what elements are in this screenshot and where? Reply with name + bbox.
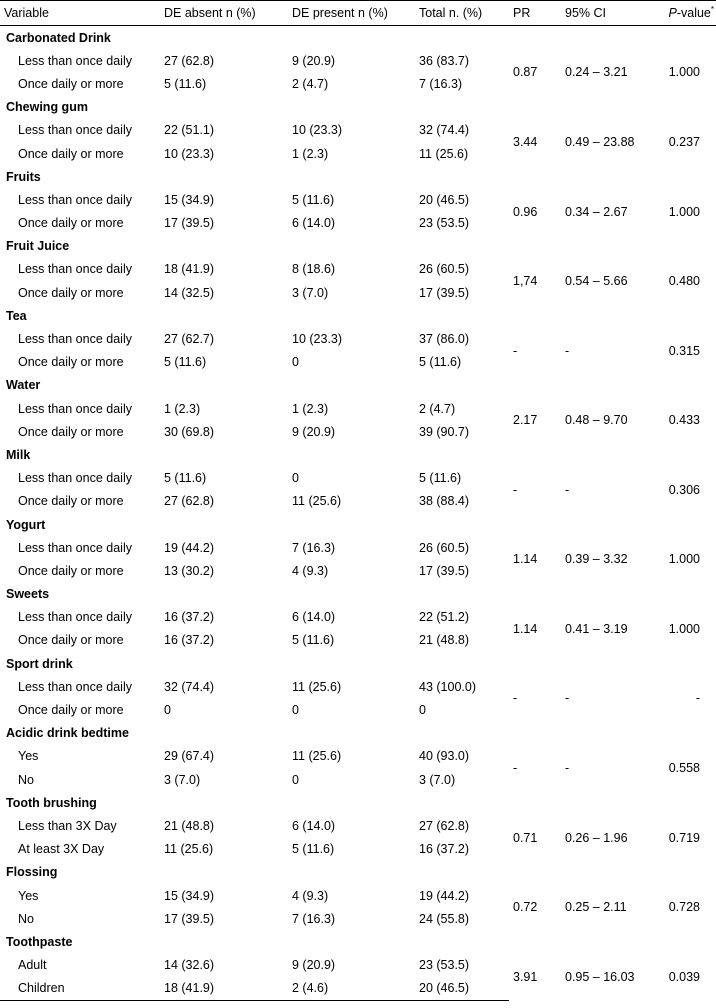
de-absent-cell: 5 (11.6)	[164, 355, 207, 370]
de-absent-cell: 21 (48.8)	[164, 818, 215, 833]
header-p-rest: -value	[676, 6, 711, 21]
de-present-cell: 6 (14.0)	[292, 818, 336, 833]
total-cell: 39 (90.7)	[419, 424, 470, 439]
table-row	[0, 606, 716, 629]
ci-cell: -	[565, 343, 570, 358]
ci-cell: 0.26 – 1.96	[565, 830, 628, 845]
ci-cell: -	[565, 482, 570, 497]
header-ci: 95% CI	[561, 1, 660, 26]
table-row	[0, 188, 716, 211]
table-row	[0, 745, 716, 768]
de-absent-cell: 16 (37.2)	[164, 633, 215, 648]
category-label: Once daily or more	[18, 494, 124, 509]
group-label: Fruit Juice	[6, 239, 70, 254]
ci-cell: 0.49 – 23.88	[565, 134, 635, 149]
p-value-cell: 1.000	[668, 552, 700, 567]
group-row	[0, 165, 716, 188]
header-p-star: *	[710, 5, 714, 15]
p-value-cell: -	[695, 691, 700, 706]
pr-cell: 1,74	[513, 274, 538, 289]
de-present-cell: 11 (25.6)	[292, 679, 342, 694]
category-label: Less than once daily	[18, 262, 132, 277]
category-label: Once daily or more	[18, 424, 124, 439]
pr-cell: 0.96	[513, 204, 538, 219]
de-absent-cell: 18 (41.9)	[164, 262, 215, 277]
de-absent-cell: 29 (67.4)	[164, 749, 215, 764]
de-absent-cell: 15 (34.9)	[164, 192, 215, 207]
de-absent-cell: 16 (37.2)	[164, 610, 215, 625]
category-label: Less than once daily	[18, 610, 132, 625]
category-label: Less than once daily	[18, 192, 132, 207]
de-present-cell: 1 (2.3)	[292, 401, 329, 416]
pr-cell: 1.14	[513, 621, 538, 636]
category-label: Yes	[18, 888, 39, 903]
header-variable: Variable	[0, 1, 160, 26]
pr-cell: 0.87	[513, 65, 538, 80]
ci-cell: -	[565, 761, 570, 775]
group-label: Sport drink	[6, 656, 73, 671]
de-absent-cell: 19 (44.2)	[164, 540, 215, 555]
category-label: Less than once daily	[18, 123, 132, 138]
de-present-cell: 7 (16.3)	[292, 540, 336, 555]
total-cell: 38 (88.4)	[419, 494, 470, 509]
total-cell: 24 (55.8)	[419, 911, 470, 926]
table-row	[0, 119, 716, 142]
de-absent-cell: 17 (39.5)	[164, 216, 215, 231]
p-value-cell: 0.728	[668, 900, 700, 915]
de-present-cell: 0	[292, 471, 299, 486]
de-absent-cell: 32 (74.4)	[164, 679, 215, 694]
group-label: Carbonated Drink	[6, 30, 111, 45]
de-absent-cell: 5 (11.6)	[164, 76, 207, 91]
de-absent-cell: 14 (32.5)	[164, 285, 215, 300]
header-de-present: DE present n (%)	[288, 1, 415, 26]
group-row	[0, 235, 716, 258]
total-cell: 16 (37.2)	[419, 842, 470, 857]
group-label: Tooth brushing	[6, 795, 97, 810]
total-cell: 40 (93.0)	[419, 749, 470, 764]
group-label: Tea	[6, 308, 27, 323]
group-label: Toothpaste	[6, 934, 73, 949]
table-body	[0, 26, 716, 1001]
pr-cell: -	[513, 482, 518, 497]
de-present-cell: 7 (16.3)	[292, 911, 336, 926]
group-label: Water	[6, 378, 41, 393]
p-value-cell: 1.000	[668, 204, 700, 219]
group-label: Flossing	[6, 865, 58, 880]
de-present-cell: 9 (20.9)	[292, 424, 336, 439]
category-label: Less than once daily	[18, 471, 132, 486]
de-absent-cell: 15 (34.9)	[164, 888, 215, 903]
group-row	[0, 304, 716, 327]
p-value-cell: 0.719	[668, 830, 700, 845]
table-row	[0, 258, 716, 281]
category-label: At least 3X Day	[18, 842, 105, 857]
group-label: Milk	[6, 447, 31, 462]
de-present-cell: 5 (11.6)	[292, 192, 335, 207]
de-present-cell: 4 (9.3)	[292, 888, 329, 903]
de-absent-cell: 14 (32.6)	[164, 958, 215, 973]
category-label: Yes	[18, 749, 39, 764]
pr-cell: 0.72	[513, 900, 538, 915]
group-row	[0, 583, 716, 606]
total-cell: 27 (62.8)	[419, 818, 470, 833]
pr-cell: 3.44	[513, 134, 538, 149]
group-row	[0, 374, 716, 397]
total-cell: 23 (53.5)	[419, 958, 470, 973]
de-present-cell: 11 (25.6)	[292, 494, 342, 509]
total-cell: 17 (39.5)	[419, 563, 470, 578]
group-label: Yogurt	[6, 517, 46, 532]
de-absent-cell: 3 (7.0)	[164, 772, 201, 787]
ci-cell: 0.95 – 16.03	[565, 969, 635, 984]
de-present-cell: 3 (7.0)	[292, 285, 329, 300]
category-label: Less than 3X Day	[18, 818, 117, 833]
group-row	[0, 443, 716, 466]
ci-cell: 0.39 – 3.32	[565, 552, 628, 567]
de-present-cell: 0	[292, 772, 299, 787]
de-present-cell: 2 (4.6)	[288, 977, 415, 1001]
ci-cell: 0.25 – 2.11	[565, 900, 627, 915]
total-cell: 23 (53.5)	[419, 216, 470, 231]
category-label: Less than once daily	[18, 332, 132, 347]
table-row	[0, 814, 716, 837]
total-cell: 17 (39.5)	[419, 285, 470, 300]
de-absent-cell: 18 (41.9)	[160, 977, 288, 1001]
category-label: Less than once daily	[18, 53, 132, 68]
group-label: Acidic drink bedtime	[6, 726, 129, 741]
de-absent-cell: 22 (51.1)	[164, 123, 215, 138]
de-absent-cell: 1 (2.3)	[164, 401, 201, 416]
group-row	[0, 96, 716, 119]
category-label: Less than once daily	[18, 540, 132, 555]
group-row	[0, 513, 716, 536]
de-absent-cell: 0	[164, 703, 171, 718]
ci-cell: 0.48 – 9.70	[565, 413, 628, 428]
category-label: Once daily or more	[18, 633, 124, 648]
de-present-cell: 11 (25.6)	[292, 749, 342, 764]
group-row	[0, 791, 716, 814]
category-label: Once daily or more	[18, 703, 124, 718]
de-present-cell: 9 (20.9)	[292, 958, 336, 973]
de-present-cell: 10 (23.3)	[292, 123, 343, 138]
de-present-cell: 5 (11.6)	[292, 633, 335, 648]
header-p-value	[660, 1, 716, 26]
pr-cell: -	[513, 691, 518, 706]
p-value-cell: 1.000	[668, 65, 700, 80]
category-label: No	[18, 911, 34, 926]
header-row	[0, 1, 716, 26]
table-row	[0, 884, 716, 907]
total-cell: 7 (16.3)	[419, 76, 463, 91]
category-label: Once daily or more	[18, 76, 124, 91]
total-cell: 21 (48.8)	[419, 633, 470, 648]
pr-cell: 3.91	[513, 969, 538, 984]
p-value-cell: 0.237	[668, 134, 700, 149]
group-row	[0, 722, 716, 745]
p-value-cell: 0.039	[668, 969, 700, 984]
total-cell: 26 (60.5)	[419, 540, 470, 555]
de-present-cell: 0	[292, 703, 299, 718]
total-cell: 26 (60.5)	[419, 262, 470, 277]
de-absent-cell: 27 (62.8)	[164, 53, 215, 68]
p-value-cell: 0.433	[668, 413, 700, 428]
total-cell: 3 (7.0)	[419, 772, 456, 787]
total-cell: 37 (86.0)	[419, 332, 470, 347]
table-row	[0, 397, 716, 420]
group-label: Chewing gum	[6, 100, 88, 115]
total-cell: 20 (46.5)	[415, 977, 509, 1001]
group-row	[0, 26, 716, 50]
ci-cell: 0.34 – 2.67	[565, 204, 628, 219]
p-value-cell: 1.000	[668, 621, 700, 636]
p-value-cell: 0.480	[668, 274, 700, 289]
category-label: No	[18, 772, 34, 787]
category-label: Once daily or more	[18, 216, 124, 231]
pr-cell: -	[513, 343, 518, 358]
header-p-italic: P	[668, 6, 677, 21]
pr-cell: 1.14	[513, 552, 538, 567]
category-label: Once daily or more	[18, 355, 124, 370]
pr-cell: 2.17	[513, 413, 538, 428]
table-row	[0, 467, 716, 490]
category-label: Children	[0, 977, 160, 1001]
de-present-cell: 1 (2.3)	[292, 146, 329, 161]
de-absent-cell: 5 (11.6)	[164, 471, 207, 486]
total-cell: 36 (83.7)	[419, 53, 470, 68]
pr-cell: -	[513, 761, 518, 775]
group-row	[0, 652, 716, 675]
de-present-cell: 2 (4.7)	[292, 76, 329, 91]
total-cell: 11 (25.6)	[419, 146, 469, 161]
group-row	[0, 930, 716, 953]
p-value-cell: 0.306	[668, 482, 700, 497]
header-total: Total n. (%)	[415, 1, 509, 26]
group-label: Sweets	[6, 587, 50, 602]
group-label: Fruits	[6, 169, 41, 184]
de-present-cell: 6 (14.0)	[292, 610, 336, 625]
table-row	[0, 536, 716, 559]
group-row	[0, 861, 716, 884]
table-header	[0, 1, 716, 26]
de-present-cell: 4 (9.3)	[292, 563, 329, 578]
table-row	[0, 675, 716, 698]
pr-cell: 0.71	[513, 830, 538, 845]
category-label: Once daily or more	[18, 146, 124, 161]
total-cell: 32 (74.4)	[419, 123, 470, 138]
de-present-cell: 5 (11.6)	[292, 842, 335, 857]
total-cell: 19 (44.2)	[419, 888, 470, 903]
de-absent-cell: 11 (25.6)	[164, 842, 214, 857]
de-present-cell: 0	[292, 355, 299, 370]
de-absent-cell: 27 (62.8)	[164, 494, 215, 509]
ci-cell: 0.41 – 3.19	[565, 621, 628, 636]
table-row	[0, 327, 716, 350]
ci-cell: -	[565, 691, 570, 706]
total-cell: 5 (11.6)	[419, 355, 462, 370]
de-absent-cell: 13 (30.2)	[164, 563, 215, 578]
de-absent-cell: 10 (23.3)	[164, 146, 215, 161]
header-de-absent: DE absent n (%)	[160, 1, 288, 26]
de-present-cell: 6 (14.0)	[292, 216, 336, 231]
p-value-cell: 0.558	[668, 761, 700, 775]
category-label: Once daily or more	[18, 563, 124, 578]
de-absent-cell: 27 (62.7)	[164, 332, 215, 347]
de-present-cell: 8 (18.6)	[292, 262, 336, 277]
table-row	[0, 49, 716, 72]
de-absent-cell: 17 (39.5)	[164, 911, 215, 926]
total-cell: 0	[419, 703, 426, 718]
category-label: Less than once daily	[18, 679, 132, 694]
total-cell: 22 (51.2)	[419, 610, 470, 625]
category-label: Once daily or more	[18, 285, 124, 300]
de-present-cell: 9 (20.9)	[292, 53, 336, 68]
ci-cell: 0.24 – 3.21	[565, 65, 628, 80]
total-cell: 20 (46.5)	[419, 192, 470, 207]
total-cell: 2 (4.7)	[419, 401, 456, 416]
category-label: Less than once daily	[18, 401, 132, 416]
header-pr: PR	[509, 1, 561, 26]
total-cell: 43 (100.0)	[419, 679, 476, 694]
table-row	[0, 954, 716, 977]
ci-cell: 0.54 – 5.66	[565, 274, 628, 289]
category-label: Adult	[18, 958, 47, 973]
p-value-cell: 0.315	[668, 343, 700, 358]
de-present-cell: 10 (23.3)	[292, 332, 343, 347]
total-cell: 5 (11.6)	[419, 471, 462, 486]
de-absent-cell: 30 (69.8)	[164, 424, 215, 439]
